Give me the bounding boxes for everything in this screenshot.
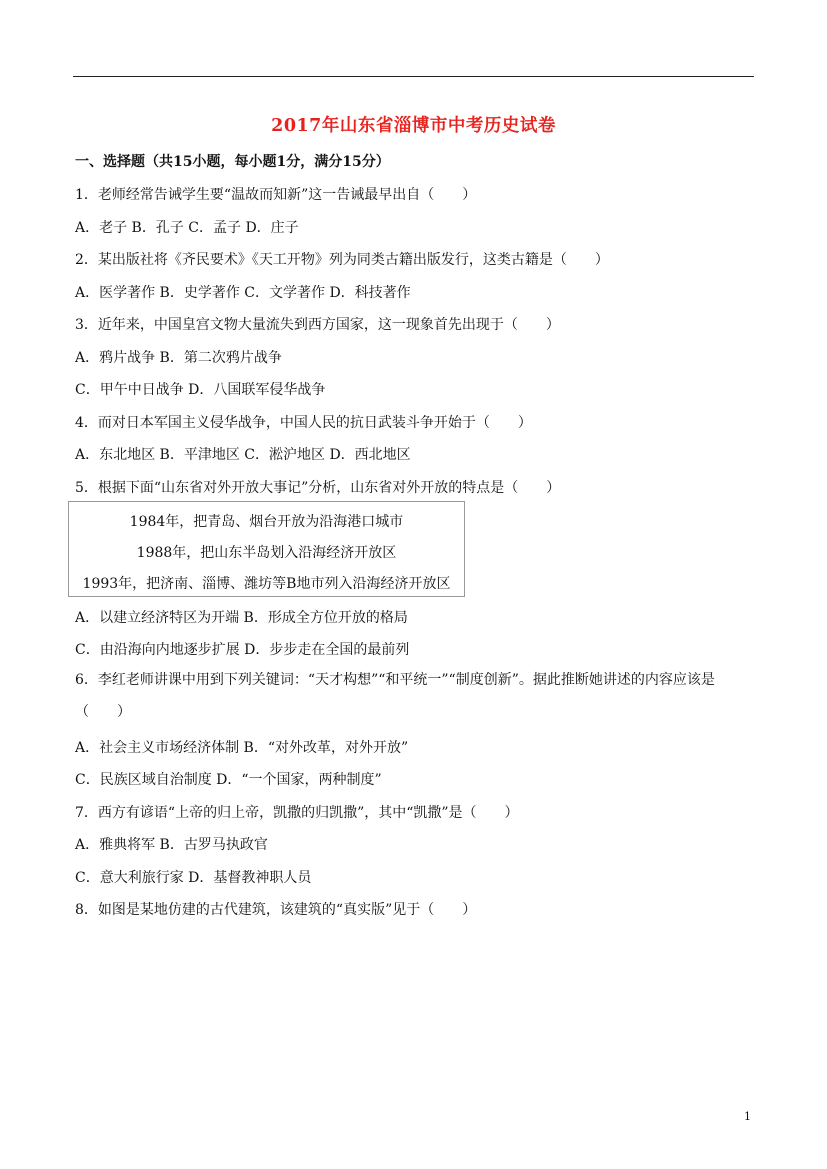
question-3-stem: 3．近年来，中国皇宫文物大量流失到西方国家，这一现象首先出现于（ ） [75,317,560,333]
question-7-options-c-d: C．意大利旅行家 D．基督教神职人员 [75,870,312,886]
section-heading: 一、选择题（共15小题，每小题1分，满分15分） [75,154,390,170]
question-5-options-a-b: A．以建立经济特区为开端 B．形成全方位开放的格局 [75,610,408,626]
question-5-stem: 5．根据下面“山东省对外开放大事记”分析，山东省对外开放的特点是（ ） [75,480,561,496]
question-3-options-a-b: A．鸦片战争 B．第二次鸦片战争 [75,350,282,366]
question-2-options: A．医学著作 B．史学著作 C．文学著作 D．科技著作 [75,285,411,301]
chronicle-box [68,501,465,597]
header-rule [73,76,754,77]
chronicle-line-1988: 1988年，把山东半岛划入沿海经济开放区 [136,545,397,561]
question-4-stem: 4．而对日本军国主义侵华战争，中国人民的抗日武装斗争开始于（ ） [75,415,532,431]
question-3-options-c-d: C．甲午中日战争 D．八国联军侵华战争 [75,382,326,398]
question-2-stem: 2．某出版社将《齐民要术》《天工开物》列为同类古籍出版发行，这类古籍是（ ） [75,252,609,268]
question-5-options-c-d: C．由沿海向内地逐步扩展 D．步步走在全国的最前列 [75,642,410,658]
question-6-options-a-b: A．社会主义市场经济体制 B．“对外改革，对外开放” [75,740,409,756]
question-7-stem: 7．西方有谚语“上帝的归上帝，凯撒的归凯撒”，其中“凯撒”是（ ） [75,805,519,821]
question-8-stem: 8．如图是某地仿建的古代建筑，该建筑的“真实版”见于（ ） [75,902,477,918]
question-4-options: A．东北地区 B．平津地区 C．淞沪地区 D．西北地区 [75,447,411,463]
question-7-options-a-b: A．雅典将军 B．古罗马执政官 [75,837,268,853]
question-6-options-c-d: C．民族区域自治制度 D．“一个国家，两种制度” [75,772,382,788]
chronicle-line-1993: 1993年，把济南、淄博、潍坊等B地市列入沿海经济开放区 [82,576,451,592]
page-number: 1 [744,1110,751,1123]
page-title: 2017年山东省淄博市中考历史试卷 [271,116,556,136]
question-6-stem: 6．李红老师讲课中用到下列关键词：“天才构想”“和平统一”“制度创新”。据此推断她讲述的内容应该是（ ） [75,672,715,720]
question-1-stem: 1．老师经常告诫学生要“温故而知新”这一告诫最早出自（ ） [75,187,477,203]
question-1-options: A．老子 B．孔子 C．孟子 D．庄子 [75,220,299,236]
chronicle-line-1984: 1984年，把青岛、烟台开放为沿海港口城市 [129,514,404,530]
